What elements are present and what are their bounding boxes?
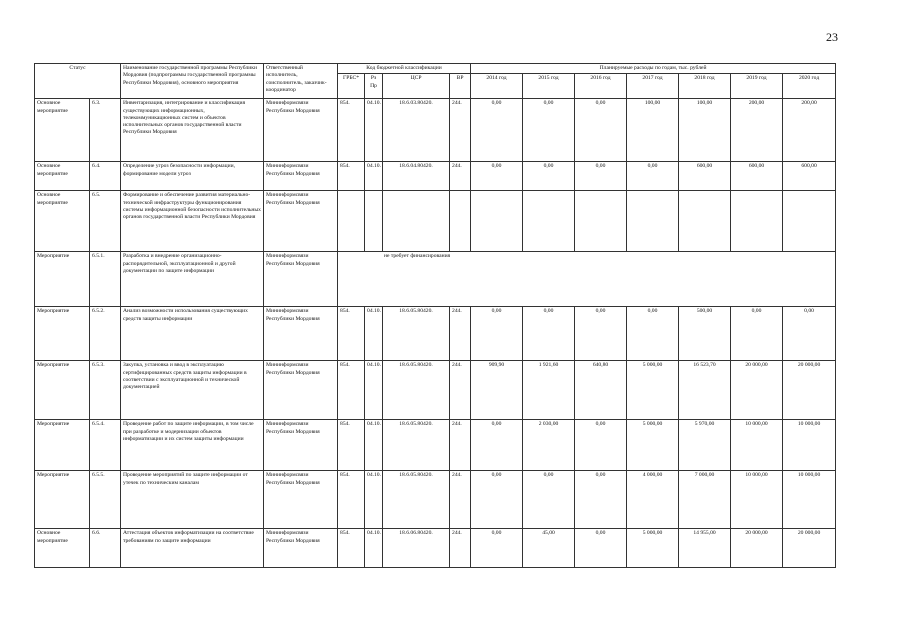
row-value-2014: 909,90 bbox=[471, 361, 523, 420]
row-value-2016: 640,80 bbox=[575, 361, 627, 420]
row-value-2019: 20 000,00 bbox=[731, 529, 783, 568]
row-value-2020: 0,00 bbox=[783, 307, 836, 361]
row-number: 6.3. bbox=[90, 99, 121, 162]
row-value-2019: 0,00 bbox=[731, 307, 783, 361]
row-number: 6.5.4. bbox=[90, 420, 121, 471]
row-value-2014: 0,00 bbox=[471, 307, 523, 361]
row-executor: Мининформсвязи Республики Мордовия bbox=[264, 529, 338, 568]
row-value-2014 bbox=[471, 191, 523, 252]
row-value-2020: 600,00 bbox=[783, 162, 836, 191]
row-value-2014: 0,00 bbox=[471, 420, 523, 471]
row-name: Проведение мероприятий по защите информации от утечек по техническим каналам bbox=[121, 471, 264, 529]
row-status: Мероприятие bbox=[35, 361, 90, 420]
row-value-2017: 5 000,00 bbox=[627, 361, 679, 420]
row-status: Мероприятие bbox=[35, 471, 90, 529]
row-number: 6.5.2. bbox=[90, 307, 121, 361]
row-grbs: 854. bbox=[338, 361, 365, 420]
row-status: Основное мероприятие bbox=[35, 99, 90, 162]
row-value-2018 bbox=[679, 191, 731, 252]
row-grbs: 854. bbox=[338, 307, 365, 361]
row-vr: 244. bbox=[450, 99, 471, 162]
row-value-2014: 0,00 bbox=[471, 99, 523, 162]
row-value-2018: 600,00 bbox=[679, 162, 731, 191]
header-name: Наименование государственной программы Республики Мордовия (подпрограммы государственной программы Республики Мордовия), основного мероприятия bbox=[121, 64, 264, 99]
row-status: Мероприятие bbox=[35, 420, 90, 471]
row-value-2016 bbox=[575, 191, 627, 252]
row-value-2015 bbox=[523, 191, 575, 252]
row-status: Мероприятие bbox=[35, 252, 90, 307]
row-name: Разработка и внедрение организационно-распорядительной, эксплуатационной и другой документации по защите информации bbox=[121, 252, 264, 307]
row-value-2015: 0,00 bbox=[523, 471, 575, 529]
header-expenses: Планируемые расходы по годам, тыс. рублей bbox=[471, 64, 836, 74]
row-executor: Мининформсвязи Республики Мордовия bbox=[264, 252, 338, 307]
row-name: Инвентаризация, интегрирование и классификация существующих информационных, телекоммуникационных систем и объектов исполнительных органов государственной власти Республики Мордовия bbox=[121, 99, 264, 162]
row-value-2020 bbox=[783, 191, 836, 252]
row-value-2015: 2 030,00 bbox=[523, 420, 575, 471]
row-rz-pr: 04.10. bbox=[365, 420, 383, 471]
row-value-2018: 5 970,00 bbox=[679, 420, 731, 471]
row-executor: Мининформсвязи Республики Мордовия bbox=[264, 471, 338, 529]
header-year-2020: 2020 год bbox=[783, 74, 836, 99]
row-name: Проведение работ по защите информации, в том числе при разработке и модернизации объектов информатизации и их систем защиты информации bbox=[121, 420, 264, 471]
row-csr: 18.6.05.80420. bbox=[383, 307, 450, 361]
header-year-2019: 2019 год bbox=[731, 74, 783, 99]
budget-table bbox=[34, 63, 836, 568]
row-value-2015: 0,00 bbox=[523, 162, 575, 191]
header-vr: ВР bbox=[450, 74, 471, 99]
row-vr: 244. bbox=[450, 162, 471, 191]
page-number: 23 bbox=[826, 30, 838, 44]
row-value-2015: 1 921,60 bbox=[523, 361, 575, 420]
row-rz-pr bbox=[365, 191, 383, 252]
row-value-2014: 0,00 bbox=[471, 471, 523, 529]
row-value-2017: 4 000,00 bbox=[627, 471, 679, 529]
row-value-2018: 500,00 bbox=[679, 307, 731, 361]
row-value-2019: 10 000,00 bbox=[731, 471, 783, 529]
row-csr: 18.6.06.80420. bbox=[383, 529, 450, 568]
header-status: Статус bbox=[35, 64, 121, 99]
row-rz-pr: 04.10. bbox=[365, 307, 383, 361]
row-value-2017: 0,00 bbox=[627, 162, 679, 191]
row-number: 6.5.3. bbox=[90, 361, 121, 420]
row-number: 6.4. bbox=[90, 162, 121, 191]
row-value-2017: 100,00 bbox=[627, 99, 679, 162]
row-executor: Мининформсвязи Республики Мордовия bbox=[264, 361, 338, 420]
row-vr: 244. bbox=[450, 420, 471, 471]
row-executor: Мининформсвязи Республики Мордовия bbox=[264, 420, 338, 471]
row-status: Основное мероприятие bbox=[35, 529, 90, 568]
header-year-2014: 2014 год bbox=[471, 74, 523, 99]
row-grbs bbox=[338, 191, 365, 252]
row-value-2017: 5 000,00 bbox=[627, 420, 679, 471]
row-value-2018: 7 000,00 bbox=[679, 471, 731, 529]
row-name: Определение угроз безопасности информации, формирование модели угроз bbox=[121, 162, 264, 191]
header-year-2018: 2018 год bbox=[679, 74, 731, 99]
row-grbs: 854. bbox=[338, 162, 365, 191]
row-value-2016: 0,00 bbox=[575, 471, 627, 529]
row-value-2017: 0,00 bbox=[627, 307, 679, 361]
row-status: Основное мероприятие bbox=[35, 191, 90, 252]
row-value-2016: 0,00 bbox=[575, 162, 627, 191]
row-csr: 18.6.05.80420. bbox=[383, 420, 450, 471]
row-grbs: 854. bbox=[338, 529, 365, 568]
row-value-2018: 100,00 bbox=[679, 99, 731, 162]
row-number: 6.5.1. bbox=[90, 252, 121, 307]
row-status: Основное мероприятие bbox=[35, 162, 90, 191]
row-csr: 18.6.04.80420. bbox=[383, 162, 450, 191]
row-value-2019 bbox=[731, 191, 783, 252]
row-number: 6.5.5. bbox=[90, 471, 121, 529]
row-value-2015: 0,00 bbox=[523, 99, 575, 162]
header-grbs: ГРБС* bbox=[338, 74, 365, 99]
table-row bbox=[35, 252, 836, 307]
header-year-2016: 2016 год bbox=[575, 74, 627, 99]
row-vr bbox=[450, 191, 471, 252]
row-value-2018: 16 523,70 bbox=[679, 361, 731, 420]
table-row bbox=[35, 99, 836, 162]
row-number: 6.6. bbox=[90, 529, 121, 568]
row-executor: Мининформсвязи Республики Мордовия bbox=[264, 307, 338, 361]
header-rz-pr: Рз Пр bbox=[365, 74, 383, 99]
row-value-2014: 0,00 bbox=[471, 529, 523, 568]
row-value-2020: 200,00 bbox=[783, 99, 836, 162]
row-csr: 18.6.05.80420. bbox=[383, 471, 450, 529]
row-value-2015: 45,00 bbox=[523, 529, 575, 568]
row-value-2017: 5 000,00 bbox=[627, 529, 679, 568]
row-value-2019: 20 000,00 bbox=[731, 361, 783, 420]
row-value-2020: 10 000,00 bbox=[783, 420, 836, 471]
row-csr: 18.6.03.80420. bbox=[383, 99, 450, 162]
row-value-2016: 0,00 bbox=[575, 529, 627, 568]
header-budget-code: Код бюджетной классификации bbox=[338, 64, 471, 74]
table-row bbox=[35, 529, 836, 568]
row-no-financing-note: не требует финансирования bbox=[338, 252, 836, 307]
row-value-2016: 0,00 bbox=[575, 99, 627, 162]
row-rz-pr: 04.10. bbox=[365, 99, 383, 162]
row-vr: 244. bbox=[450, 361, 471, 420]
row-grbs: 854. bbox=[338, 99, 365, 162]
header-executor: Ответственный исполнитель, соисполнитель, заказчик-координатор bbox=[264, 64, 338, 99]
row-rz-pr: 04.10. bbox=[365, 471, 383, 529]
row-value-2019: 200,00 bbox=[731, 99, 783, 162]
row-value-2019: 10 000,00 bbox=[731, 420, 783, 471]
row-number: 6.5. bbox=[90, 191, 121, 252]
row-grbs: 854. bbox=[338, 471, 365, 529]
header-year-2017: 2017 год bbox=[627, 74, 679, 99]
header-csr: ЦСР bbox=[383, 74, 450, 99]
row-value-2019: 600,00 bbox=[731, 162, 783, 191]
row-name: Закупка, установка и ввод в эксплуатацию сертифицированных средств защиты информации в соответствии с эксплуатационной и технической документацией bbox=[121, 361, 264, 420]
table-row bbox=[35, 307, 836, 361]
table-row bbox=[35, 420, 836, 471]
row-value-2018: 14 955,00 bbox=[679, 529, 731, 568]
row-name: Аттестация объектов информатизации на соответствие требованиям по защите информации bbox=[121, 529, 264, 568]
row-name: Формирование и обеспечение развития материально-технической инфраструктуры функционирования системы информационной безопасности исполнительных органов государственной власти Республики Мордовия bbox=[121, 191, 264, 252]
row-status: Мероприятие bbox=[35, 307, 90, 361]
row-value-2020: 20 000,00 bbox=[783, 529, 836, 568]
row-executor: Мининформсвязи Республики Мордовия bbox=[264, 99, 338, 162]
row-value-2020: 10 000,00 bbox=[783, 471, 836, 529]
row-csr: 18.6.05.80420. bbox=[383, 361, 450, 420]
row-value-2016: 0,00 bbox=[575, 420, 627, 471]
row-value-2017 bbox=[627, 191, 679, 252]
row-csr bbox=[383, 191, 450, 252]
row-vr: 244. bbox=[450, 307, 471, 361]
row-value-2014: 0,00 bbox=[471, 162, 523, 191]
row-name: Анализ возможности использования существующих средств защиты информации bbox=[121, 307, 264, 361]
row-grbs: 854. bbox=[338, 420, 365, 471]
row-rz-pr: 04.10. bbox=[365, 529, 383, 568]
row-value-2020: 20 000,00 bbox=[783, 361, 836, 420]
table-row bbox=[35, 191, 836, 252]
row-vr: 244. bbox=[450, 471, 471, 529]
row-value-2015: 0,00 bbox=[523, 307, 575, 361]
row-rz-pr: 04.10. bbox=[365, 162, 383, 191]
row-value-2016: 0,00 bbox=[575, 307, 627, 361]
table-row bbox=[35, 471, 836, 529]
table-row bbox=[35, 361, 836, 420]
row-rz-pr: 04.10. bbox=[365, 361, 383, 420]
header-year-2015: 2015 год bbox=[523, 74, 575, 99]
row-executor: Мининформсвязи Республики Мордовия bbox=[264, 191, 338, 252]
table-row bbox=[35, 162, 836, 191]
row-executor: Мининформсвязи Республики Мордовия bbox=[264, 162, 338, 191]
row-vr: 244. bbox=[450, 529, 471, 568]
